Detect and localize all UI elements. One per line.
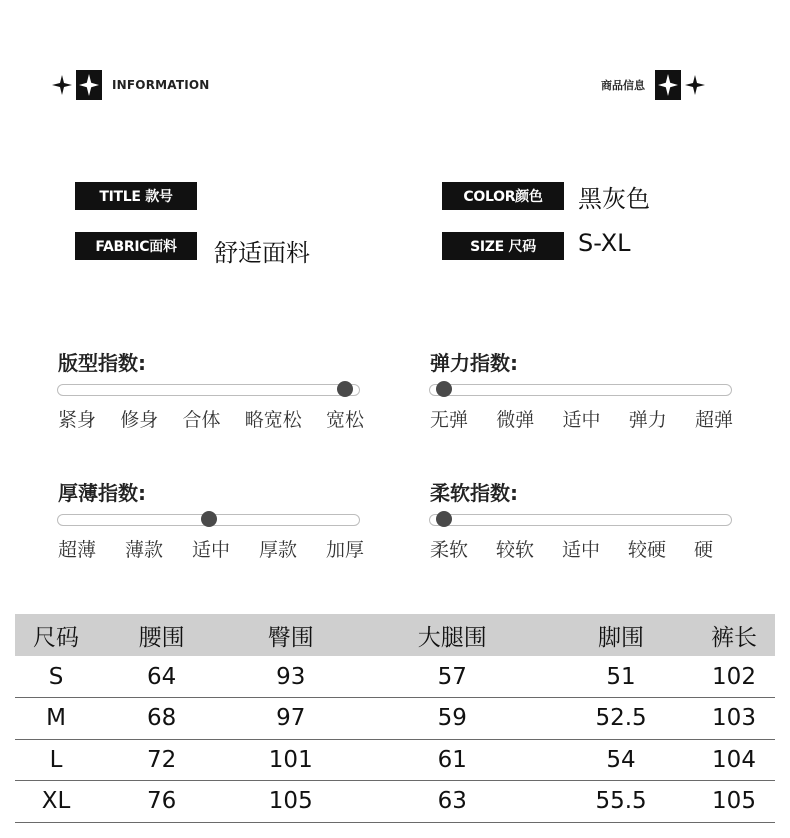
table-cell: 72 [97,739,226,781]
fabric-value: 舒适面料 [214,239,310,267]
table-cell: 93 [226,656,355,698]
thickness-index-labels [58,535,364,562]
softness-index-knob [436,511,452,527]
sparkle-box-icon [76,70,102,100]
header-cell: 脚围 [549,614,693,656]
table-cell: 101 [226,739,355,781]
elastic-label: 无弹 [430,409,469,431]
header-cell: 裤长 [693,614,775,656]
header-left-label: INFORMATION [112,78,210,92]
softness-label: 柔软 [430,539,469,561]
table-cell: XL [15,781,97,823]
table-cell: M [15,698,97,740]
table-cell: 105 [693,781,775,823]
header-right-label: 商品信息 [601,79,645,92]
softness-label: 较软 [495,539,534,561]
thickness-label: 薄款 [124,539,163,561]
elastic-index-track [429,384,732,396]
softness-label: 较硬 [627,539,666,561]
table-cell: S [15,656,97,698]
table-cell: 51 [549,656,693,698]
fit-index-knob [337,381,353,397]
table-row [15,739,775,781]
color-value: 黑灰色 [578,185,650,213]
fit-index-title: 版型指数: [58,351,146,375]
table-cell: 61 [355,739,549,781]
fit-index-labels [58,405,364,432]
fabric-tag: FABRIC面料 [75,232,197,260]
softness-label: 适中 [561,539,600,561]
table-cell: 103 [693,698,775,740]
table-cell: 52.5 [549,698,693,740]
elastic-index-knob [436,381,452,397]
table-cell: 63 [355,781,549,823]
softness-index-labels [430,535,713,562]
sparkle-icon [52,75,72,95]
thickness-label: 加厚 [325,539,364,561]
elastic-label: 微弹 [496,409,535,431]
thickness-label: 适中 [191,539,230,561]
header-cell: 臀围 [226,614,355,656]
table-cell: L [15,739,97,781]
table-cell: 54 [549,739,693,781]
table-row [15,781,775,823]
title-tag: TITLE 款号 [75,182,197,210]
table-cell: 59 [355,698,549,740]
thickness-label: 厚款 [258,539,297,561]
fit-label: 略宽松 [244,409,302,431]
elastic-index-labels [430,405,733,432]
sparkle-icon [685,75,705,95]
table-cell: 57 [355,656,549,698]
fit-index-track [57,384,360,396]
size-tag: SIZE 尺码 [442,232,564,260]
thickness-index-knob [201,511,217,527]
thickness-label: 超薄 [58,539,97,561]
table-cell: 104 [693,739,775,781]
header-right [601,70,705,100]
header-cell: 大腿围 [355,614,549,656]
size-table [15,614,775,823]
table-cell: 64 [97,656,226,698]
table-cell: 55.5 [549,781,693,823]
size-table-header [15,614,775,656]
elastic-label: 超弹 [694,409,733,431]
header-left [52,70,210,100]
elastic-label: 弹力 [628,409,667,431]
table-cell: 97 [226,698,355,740]
elastic-index-title: 弹力指数: [430,351,518,375]
header-cell: 尺码 [15,614,97,656]
sparkle-box-icon [655,70,681,100]
table-cell: 68 [97,698,226,740]
fit-label: 修身 [120,409,159,431]
softness-index-track [429,514,732,526]
fit-label: 合体 [182,409,221,431]
table-cell: 105 [226,781,355,823]
thickness-index-track [57,514,360,526]
table-row [15,656,775,698]
table-row [15,698,775,740]
fit-label: 宽松 [325,409,364,431]
table-cell: 76 [97,781,226,823]
header-cell: 腰围 [97,614,226,656]
softness-label: 硬 [693,539,713,561]
elastic-label: 适中 [562,409,601,431]
fit-label: 紧身 [58,409,97,431]
thickness-index-title: 厚薄指数: [58,481,146,505]
table-cell: 102 [693,656,775,698]
size-value: S-XL [578,229,631,257]
softness-index-title: 柔软指数: [430,481,518,505]
color-tag: COLOR颜色 [442,182,564,210]
